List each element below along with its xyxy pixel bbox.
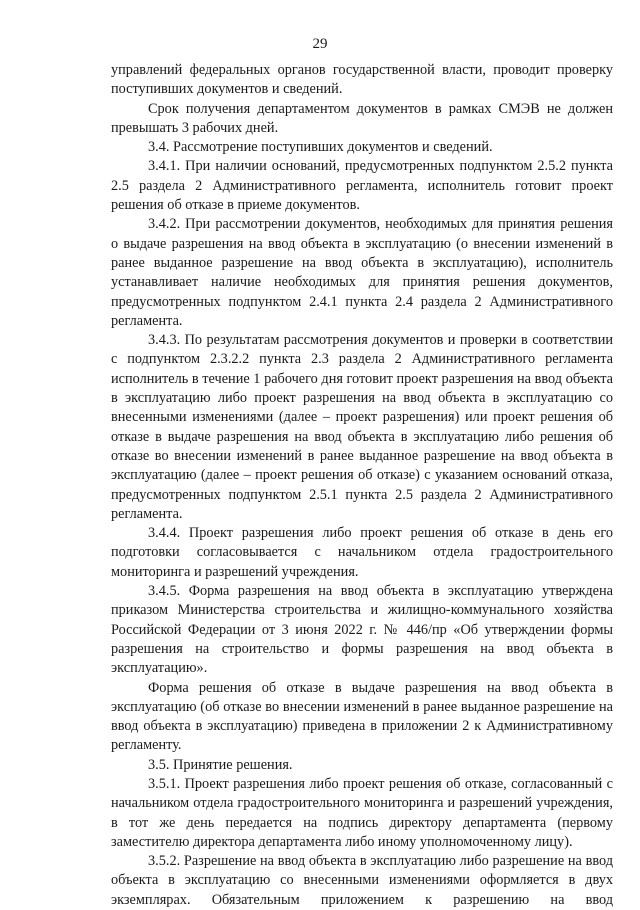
document-body bbox=[111, 61, 613, 910]
paragraph-3-4-1: 3.4.1. При наличии оснований, предусмотренных подпунктом 2.5.2 пункта 2.5 раздела 2 Административного регламента, исполнитель готовит проект решения об отказе в приеме документов. bbox=[111, 158, 613, 214]
paragraph-smev-deadline: Срок получения департаментом документов в рамках СМЭВ не должен превышать 3 рабочих дней. bbox=[111, 100, 613, 136]
paragraph-3-4-3: 3.4.3. По результатам рассмотрения документов и проверки в соответствии с подпунктом 2.3.2.2 пункта 2.3 раздела 2 Административного регламента исполнитель в течение 1 рабочего дня готовит проект разрешения на ввод объекта в эксплуатацию либо проект разрешения на ввод объекта в эксплуатацию со внесенными изменениями (далее – проект разрешения) или проект решения об отказе в выдаче разрешения на ввод объекта в эксплуатацию либо решения об отказе во внесении изменений в ранее выданное разрешение на ввод объекта в эксплуатацию (далее – проект решения об отказе) с указанием оснований отказа, предусмотренных подпунктом 2.5.1 пункта 2.5 раздела 2 Административного регламента. bbox=[111, 332, 613, 522]
heading-3-5: 3.5. Принятие решения. bbox=[148, 756, 293, 773]
page-number: 29 bbox=[312, 36, 328, 52]
paragraph-3-4-4: 3.4.4. Проект разрешения либо проект решения об отказе в день его подготовки согласовывается с начальником отдела градостроительного мониторинга и разрешений учреждения. bbox=[111, 525, 613, 580]
heading-3-4: 3.4. Рассмотрение поступивших документов и сведений. bbox=[148, 139, 493, 156]
paragraph-continuation: управлений федеральных органов государственной власти, проводит проверку поступивших документов и сведений. bbox=[111, 62, 613, 98]
paragraph-refusal-form: Форма решения об отказе в выдаче разрешения на ввод объекта в эксплуатацию (об отказе во внесении изменений в ранее выданное разрешение на ввод объекта в эксплуатацию) приведена в приложении 2 к Административному регламенту. bbox=[111, 679, 613, 754]
paragraph-3-5-1: 3.5.1. Проект разрешения либо проект решения об отказе, согласованный с начальником отдела градостроительного мониторинга и разрешений учреждения, в тот же день передается на подпись директору департамента (первому заместителю директора департамента либо иному уполномоченному лицу). bbox=[111, 775, 613, 850]
paragraph-3-5-2: 3.5.2. Разрешение на ввод объекта в эксплуатацию либо разрешение на ввод объекта в эксплуатацию со внесенными изменениями оформляется в двух экземплярах. Обязательным приложением к разрешению на ввод bbox=[111, 853, 613, 908]
paragraph-3-4-5: 3.4.5. Форма разрешения на ввод объекта в эксплуатацию утверждена приказом Министерства строительства и жилищно-коммунального хозяйства Российской Федерации от 3 июня 2022 г. № 446/пр «Об утверждении формы разрешения на строительство и формы разрешения на ввод объекта в эксплуатацию». bbox=[111, 583, 613, 677]
paragraph-3-4-2: 3.4.2. При рассмотрении документов, необходимых для принятия решения о выдаче разрешения на ввод объекта в эксплуатацию (о внесении изменений в ранее выданное разрешение на ввод объекта в эксплуатацию), исполнитель устанавливает наличие необходимых для принятия решения документов, предусмотренных подпунктом 2.4.1 пункта 2.4 раздела 2 Административного регламента. bbox=[111, 216, 613, 329]
